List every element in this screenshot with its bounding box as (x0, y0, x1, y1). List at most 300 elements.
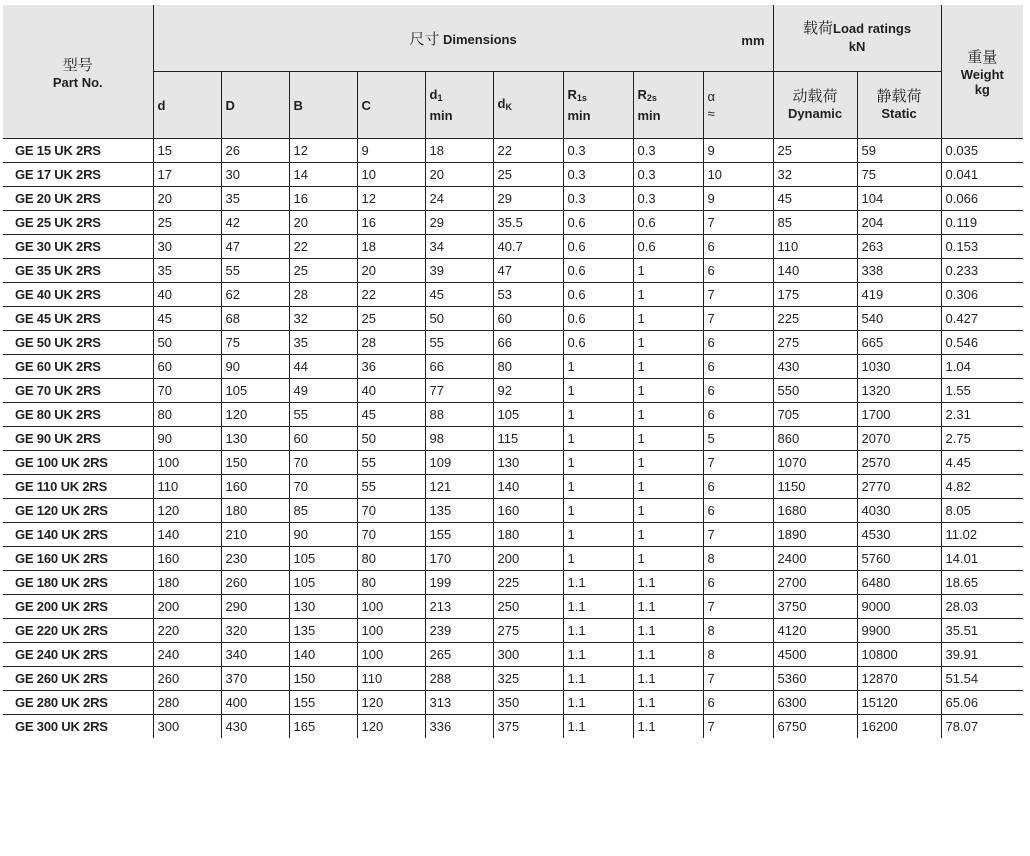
col-header-r1s-subscript: 1s (576, 93, 587, 103)
cell-weight: 18.65 (941, 571, 1023, 595)
cell-dynamic-load: 25 (773, 139, 857, 163)
cell-dk: 53 (493, 283, 563, 307)
cell-dk: 80 (493, 355, 563, 379)
col-header-d: d (153, 72, 221, 139)
cell-alpha: 9 (703, 187, 773, 211)
cell-dk: 325 (493, 667, 563, 691)
cell-d1-min: 29 (425, 211, 493, 235)
cell-r2s-min: 1 (633, 427, 703, 451)
col-header-d1-min: min (429, 108, 453, 123)
cell-B: 135 (289, 619, 357, 643)
cell-static-load: 6480 (857, 571, 941, 595)
cell-d: 200 (153, 595, 221, 619)
cell-r2s-min: 1.1 (633, 595, 703, 619)
table-row (3, 307, 1023, 331)
cell-d1-min: 55 (425, 331, 493, 355)
table-row (3, 475, 1023, 499)
cell-D: 320 (221, 619, 289, 643)
cell-part-no: GE 25 UK 2RS (3, 211, 153, 235)
cell-d: 20 (153, 187, 221, 211)
cell-D: 340 (221, 643, 289, 667)
table-row (3, 571, 1023, 595)
cell-weight: 14.01 (941, 547, 1023, 571)
cell-C: 18 (357, 235, 425, 259)
cell-alpha: 6 (703, 571, 773, 595)
cell-r2s-min: 1 (633, 547, 703, 571)
cell-d: 220 (153, 619, 221, 643)
cell-r1s-min: 1.1 (563, 619, 633, 643)
cell-weight: 0.233 (941, 259, 1023, 283)
cell-static-load: 10800 (857, 643, 941, 667)
cell-d: 40 (153, 283, 221, 307)
cell-r2s-min: 0.6 (633, 235, 703, 259)
cell-D: 75 (221, 331, 289, 355)
cell-r1s-min: 0.3 (563, 187, 633, 211)
cell-alpha: 7 (703, 523, 773, 547)
cell-D: 150 (221, 451, 289, 475)
col-header-r2s (633, 72, 703, 139)
cell-r2s-min: 1 (633, 451, 703, 475)
cell-r1s-min: 0.3 (563, 163, 633, 187)
cell-part-no: GE 60 UK 2RS (3, 355, 153, 379)
cell-dk: 60 (493, 307, 563, 331)
cell-dk: 35.5 (493, 211, 563, 235)
cell-d1-min: 24 (425, 187, 493, 211)
cell-C: 70 (357, 523, 425, 547)
cell-r2s-min: 1 (633, 307, 703, 331)
cell-d: 280 (153, 691, 221, 715)
cell-weight: 0.119 (941, 211, 1023, 235)
cell-part-no: GE 90 UK 2RS (3, 427, 153, 451)
table-row (3, 283, 1023, 307)
cell-B: 165 (289, 715, 357, 739)
cell-r2s-min: 1 (633, 523, 703, 547)
cell-dk: 200 (493, 547, 563, 571)
cell-part-no: GE 220 UK 2RS (3, 619, 153, 643)
cell-part-no: GE 15 UK 2RS (3, 139, 153, 163)
cell-D: 180 (221, 499, 289, 523)
cell-weight: 1.55 (941, 379, 1023, 403)
table-row (3, 715, 1023, 739)
cell-dk: 250 (493, 595, 563, 619)
cell-dynamic-load: 550 (773, 379, 857, 403)
cell-r1s-min: 1 (563, 547, 633, 571)
cell-part-no: GE 300 UK 2RS (3, 715, 153, 739)
cell-weight: 51.54 (941, 667, 1023, 691)
cell-dynamic-load: 5360 (773, 667, 857, 691)
col-header-B: B (289, 72, 357, 139)
load-ratings-header-en: Load ratings (833, 21, 912, 36)
table-row (3, 379, 1023, 403)
cell-alpha: 5 (703, 427, 773, 451)
col-header-alpha-approx: ≈ (707, 106, 715, 121)
cell-part-no: GE 30 UK 2RS (3, 235, 153, 259)
cell-dynamic-load: 860 (773, 427, 857, 451)
cell-r1s-min: 1.1 (563, 571, 633, 595)
cell-d: 160 (153, 547, 221, 571)
cell-dk: 225 (493, 571, 563, 595)
cell-r2s-min: 1.1 (633, 571, 703, 595)
cell-alpha: 6 (703, 403, 773, 427)
cell-static-load: 4530 (857, 523, 941, 547)
cell-dynamic-load: 430 (773, 355, 857, 379)
cell-dynamic-load: 705 (773, 403, 857, 427)
cell-dk: 180 (493, 523, 563, 547)
cell-dk: 22 (493, 139, 563, 163)
cell-dynamic-load: 1150 (773, 475, 857, 499)
cell-C: 20 (357, 259, 425, 283)
load-ratings-header (773, 5, 941, 72)
part-no-header (3, 5, 153, 139)
cell-r2s-min: 0.3 (633, 163, 703, 187)
table-row (3, 643, 1023, 667)
cell-static-load: 9000 (857, 595, 941, 619)
cell-r1s-min: 1.1 (563, 643, 633, 667)
cell-d: 15 (153, 139, 221, 163)
cell-B: 70 (289, 475, 357, 499)
cell-dk: 275 (493, 619, 563, 643)
cell-static-load: 665 (857, 331, 941, 355)
cell-D: 290 (221, 595, 289, 619)
cell-weight: 65.06 (941, 691, 1023, 715)
cell-d: 110 (153, 475, 221, 499)
cell-dynamic-load: 2400 (773, 547, 857, 571)
cell-C: 22 (357, 283, 425, 307)
cell-d1-min: 20 (425, 163, 493, 187)
cell-B: 60 (289, 427, 357, 451)
cell-D: 210 (221, 523, 289, 547)
cell-r1s-min: 0.6 (563, 259, 633, 283)
dimensions-unit: mm (741, 33, 765, 48)
cell-B: 130 (289, 595, 357, 619)
cell-static-load: 1700 (857, 403, 941, 427)
cell-B: 28 (289, 283, 357, 307)
cell-static-load: 12870 (857, 667, 941, 691)
cell-B: 16 (289, 187, 357, 211)
dimensions-header-en: Dimensions (443, 31, 517, 47)
cell-d: 80 (153, 403, 221, 427)
cell-D: 55 (221, 259, 289, 283)
cell-B: 105 (289, 571, 357, 595)
cell-weight: 28.03 (941, 595, 1023, 619)
cell-B: 44 (289, 355, 357, 379)
cell-weight: 0.035 (941, 139, 1023, 163)
cell-alpha: 8 (703, 643, 773, 667)
cell-d1-min: 34 (425, 235, 493, 259)
cell-dynamic-load: 275 (773, 331, 857, 355)
cell-r1s-min: 1 (563, 403, 633, 427)
cell-B: 12 (289, 139, 357, 163)
cell-weight: 0.427 (941, 307, 1023, 331)
cell-static-load: 1320 (857, 379, 941, 403)
cell-dynamic-load: 85 (773, 211, 857, 235)
part-no-header-en: Part No. (52, 74, 103, 90)
cell-static-load: 338 (857, 259, 941, 283)
cell-B: 25 (289, 259, 357, 283)
cell-B: 105 (289, 547, 357, 571)
cell-part-no: GE 100 UK 2RS (3, 451, 153, 475)
cell-dynamic-load: 110 (773, 235, 857, 259)
cell-part-no: GE 260 UK 2RS (3, 667, 153, 691)
cell-r1s-min: 1 (563, 451, 633, 475)
cell-d1-min: 265 (425, 643, 493, 667)
col-header-dynamic-en: Dynamic (787, 106, 843, 121)
cell-d: 260 (153, 667, 221, 691)
cell-D: 105 (221, 379, 289, 403)
cell-r1s-min: 1 (563, 523, 633, 547)
cell-static-load: 9900 (857, 619, 941, 643)
cell-static-load: 1030 (857, 355, 941, 379)
cell-weight: 0.306 (941, 283, 1023, 307)
col-header-d1-subscript: 1 (437, 93, 443, 103)
cell-dk: 160 (493, 499, 563, 523)
cell-d: 180 (153, 571, 221, 595)
table-row (3, 451, 1023, 475)
cell-r2s-min: 1.1 (633, 691, 703, 715)
cell-C: 70 (357, 499, 425, 523)
cell-static-load: 540 (857, 307, 941, 331)
cell-static-load: 2570 (857, 451, 941, 475)
cell-d: 35 (153, 259, 221, 283)
cell-C: 28 (357, 331, 425, 355)
cell-static-load: 104 (857, 187, 941, 211)
cell-r1s-min: 1 (563, 427, 633, 451)
cell-alpha: 6 (703, 331, 773, 355)
col-header-r1s-symbol: R (567, 87, 577, 102)
cell-d1-min: 77 (425, 379, 493, 403)
cell-d1-min: 170 (425, 547, 493, 571)
cell-static-load: 263 (857, 235, 941, 259)
cell-static-load: 2770 (857, 475, 941, 499)
cell-D: 130 (221, 427, 289, 451)
cell-static-load: 5760 (857, 547, 941, 571)
cell-weight: 8.05 (941, 499, 1023, 523)
table-row (3, 235, 1023, 259)
cell-C: 36 (357, 355, 425, 379)
cell-r1s-min: 0.6 (563, 331, 633, 355)
table-row (3, 523, 1023, 547)
cell-D: 62 (221, 283, 289, 307)
table-row (3, 499, 1023, 523)
cell-alpha: 7 (703, 211, 773, 235)
cell-C: 80 (357, 571, 425, 595)
cell-alpha: 7 (703, 283, 773, 307)
cell-d: 240 (153, 643, 221, 667)
cell-alpha: 6 (703, 475, 773, 499)
cell-dynamic-load: 140 (773, 259, 857, 283)
table-row (3, 355, 1023, 379)
cell-dk: 25 (493, 163, 563, 187)
cell-D: 230 (221, 547, 289, 571)
cell-weight: 0.066 (941, 187, 1023, 211)
cell-D: 370 (221, 667, 289, 691)
cell-alpha: 7 (703, 451, 773, 475)
cell-r1s-min: 0.6 (563, 283, 633, 307)
table-row (3, 187, 1023, 211)
col-header-dynamic (773, 72, 857, 139)
cell-dynamic-load: 32 (773, 163, 857, 187)
cell-part-no: GE 180 UK 2RS (3, 571, 153, 595)
table-body (3, 139, 1023, 739)
cell-alpha: 6 (703, 691, 773, 715)
table-row (3, 691, 1023, 715)
cell-part-no: GE 280 UK 2RS (3, 691, 153, 715)
cell-r2s-min: 1.1 (633, 643, 703, 667)
cell-r2s-min: 1 (633, 259, 703, 283)
cell-r2s-min: 0.3 (633, 187, 703, 211)
cell-part-no: GE 160 UK 2RS (3, 547, 153, 571)
cell-B: 155 (289, 691, 357, 715)
cell-d: 300 (153, 715, 221, 739)
cell-D: 30 (221, 163, 289, 187)
cell-part-no: GE 50 UK 2RS (3, 331, 153, 355)
cell-d1-min: 88 (425, 403, 493, 427)
cell-static-load: 59 (857, 139, 941, 163)
table-row (3, 427, 1023, 451)
cell-alpha: 10 (703, 163, 773, 187)
cell-d: 90 (153, 427, 221, 451)
cell-C: 45 (357, 403, 425, 427)
cell-B: 150 (289, 667, 357, 691)
cell-B: 14 (289, 163, 357, 187)
cell-C: 9 (357, 139, 425, 163)
cell-weight: 35.51 (941, 619, 1023, 643)
cell-weight: 4.82 (941, 475, 1023, 499)
cell-r1s-min: 1 (563, 355, 633, 379)
cell-r2s-min: 1 (633, 331, 703, 355)
cell-weight: 2.75 (941, 427, 1023, 451)
col-header-alpha-symbol: α (707, 89, 716, 104)
cell-weight: 1.04 (941, 355, 1023, 379)
cell-D: 260 (221, 571, 289, 595)
cell-B: 90 (289, 523, 357, 547)
dimensions-header (153, 5, 773, 72)
cell-dynamic-load: 1680 (773, 499, 857, 523)
cell-part-no: GE 40 UK 2RS (3, 283, 153, 307)
cell-weight: 39.91 (941, 643, 1023, 667)
cell-D: 120 (221, 403, 289, 427)
cell-B: 55 (289, 403, 357, 427)
cell-part-no: GE 70 UK 2RS (3, 379, 153, 403)
cell-C: 120 (357, 715, 425, 739)
col-header-dk (493, 72, 563, 139)
table-row (3, 619, 1023, 643)
cell-B: 140 (289, 643, 357, 667)
cell-d1-min: 336 (425, 715, 493, 739)
cell-dk: 29 (493, 187, 563, 211)
cell-r2s-min: 1 (633, 403, 703, 427)
cell-d1-min: 288 (425, 667, 493, 691)
cell-C: 100 (357, 643, 425, 667)
table-row (3, 211, 1023, 235)
cell-dk: 105 (493, 403, 563, 427)
cell-d1-min: 45 (425, 283, 493, 307)
cell-dynamic-load: 1890 (773, 523, 857, 547)
cell-D: 26 (221, 139, 289, 163)
cell-dk: 66 (493, 331, 563, 355)
cell-d: 50 (153, 331, 221, 355)
table-row (3, 403, 1023, 427)
cell-dynamic-load: 225 (773, 307, 857, 331)
cell-d1-min: 66 (425, 355, 493, 379)
cell-dynamic-load: 6750 (773, 715, 857, 739)
cell-C: 110 (357, 667, 425, 691)
cell-D: 35 (221, 187, 289, 211)
table-row (3, 331, 1023, 355)
cell-dk: 300 (493, 643, 563, 667)
cell-d: 140 (153, 523, 221, 547)
cell-static-load: 204 (857, 211, 941, 235)
cell-d: 100 (153, 451, 221, 475)
col-header-alpha (703, 72, 773, 139)
cell-dk: 92 (493, 379, 563, 403)
cell-dynamic-load: 2700 (773, 571, 857, 595)
cell-alpha: 7 (703, 595, 773, 619)
weight-unit: kg (974, 82, 990, 97)
cell-dk: 140 (493, 475, 563, 499)
table-row (3, 139, 1023, 163)
cell-d1-min: 155 (425, 523, 493, 547)
cell-part-no: GE 17 UK 2RS (3, 163, 153, 187)
cell-r2s-min: 1 (633, 499, 703, 523)
col-header-r1s-min: min (567, 108, 591, 123)
cell-r2s-min: 1 (633, 283, 703, 307)
cell-part-no: GE 120 UK 2RS (3, 499, 153, 523)
cell-static-load: 4030 (857, 499, 941, 523)
cell-alpha: 6 (703, 499, 773, 523)
cell-part-no: GE 35 UK 2RS (3, 259, 153, 283)
col-header-static-en: Static (881, 106, 917, 121)
cell-dynamic-load: 3750 (773, 595, 857, 619)
cell-B: 70 (289, 451, 357, 475)
cell-static-load: 15120 (857, 691, 941, 715)
cell-weight: 0.546 (941, 331, 1023, 355)
col-header-r2s-symbol: R (637, 87, 647, 102)
bearing-spec-table (3, 5, 1023, 738)
cell-weight: 0.153 (941, 235, 1023, 259)
cell-d1-min: 213 (425, 595, 493, 619)
cell-alpha: 6 (703, 235, 773, 259)
cell-static-load: 2070 (857, 427, 941, 451)
cell-dk: 47 (493, 259, 563, 283)
col-header-dk-subscript: K (505, 101, 512, 112)
cell-dk: 130 (493, 451, 563, 475)
weight-header-en: Weight (960, 67, 1004, 82)
col-header-r2s-min: min (637, 108, 661, 123)
cell-weight: 2.31 (941, 403, 1023, 427)
cell-dynamic-load: 1070 (773, 451, 857, 475)
cell-C: 80 (357, 547, 425, 571)
cell-C: 55 (357, 451, 425, 475)
weight-header (941, 5, 1023, 139)
cell-D: 400 (221, 691, 289, 715)
cell-d1-min: 239 (425, 619, 493, 643)
cell-dynamic-load: 45 (773, 187, 857, 211)
col-header-static (857, 72, 941, 139)
cell-alpha: 6 (703, 259, 773, 283)
cell-part-no: GE 140 UK 2RS (3, 523, 153, 547)
cell-alpha: 7 (703, 307, 773, 331)
cell-dk: 375 (493, 715, 563, 739)
cell-r1s-min: 1.1 (563, 691, 633, 715)
cell-part-no: GE 45 UK 2RS (3, 307, 153, 331)
cell-part-no: GE 20 UK 2RS (3, 187, 153, 211)
cell-d: 25 (153, 211, 221, 235)
cell-C: 100 (357, 619, 425, 643)
cell-d: 120 (153, 499, 221, 523)
col-header-r1s (563, 72, 633, 139)
table-row (3, 595, 1023, 619)
